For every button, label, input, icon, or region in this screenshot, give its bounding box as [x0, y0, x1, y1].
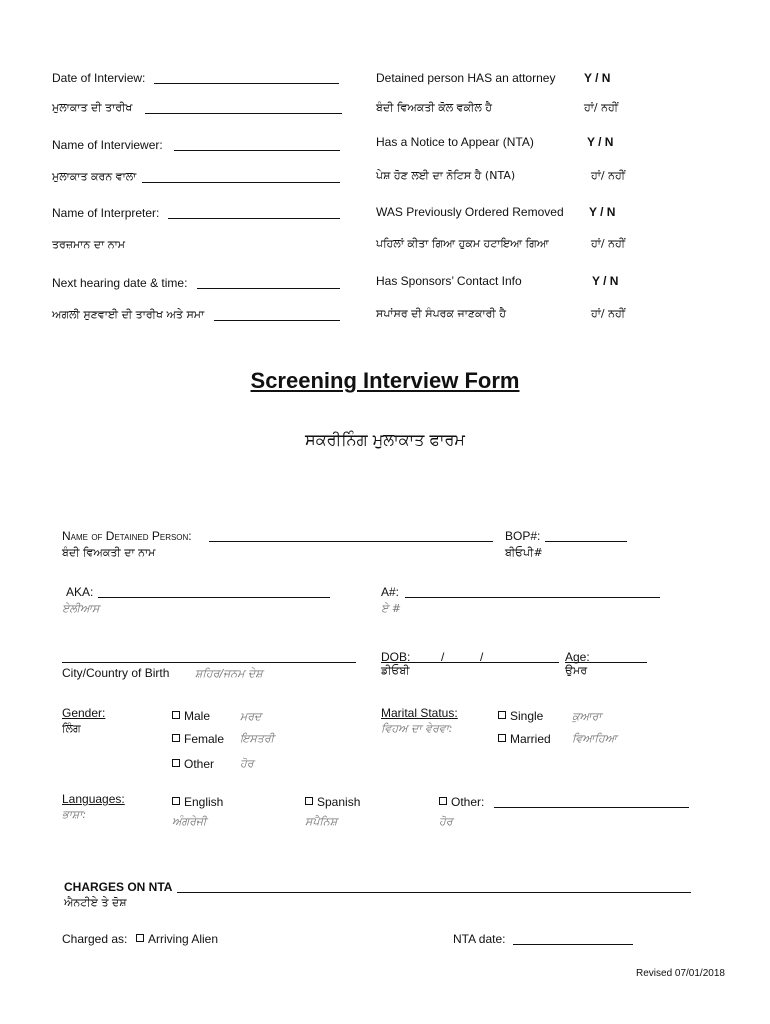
next-hearing-label: Next hearing date & time: — [52, 276, 188, 290]
sponsors-yes-no[interactable]: Y / N — [592, 274, 619, 288]
sponsors-question: Has Sponsors’ Contact Info — [376, 274, 522, 288]
date-of-interview-label-pa: ਮੁਲਾਕਾਤ ਦੀ ਤਾਰੀਖ — [52, 101, 133, 114]
sponsors-question-pa: ਸਪਾਂਸਰ ਦੀ ਸੰਪਰਕ ਜਾਣਕਾਰੀ ਹੈ — [376, 307, 507, 320]
aka-label: AKA: — [66, 585, 94, 599]
marital-status-label: Marital Status: — [381, 706, 458, 720]
male-label-pa: ਮਰਦ — [240, 710, 262, 723]
date-of-interview-field[interactable] — [154, 83, 339, 84]
spanish-checkbox[interactable] — [305, 797, 313, 805]
bop-label: BOP#: — [505, 529, 541, 543]
marital-single-option[interactable] — [498, 709, 543, 723]
name-of-interviewer-label-pa: ਮੁਲਾਕਾਤ ਕਰਨ ਵਾਲਾ — [52, 170, 137, 183]
detained-name-label: Name of Detained Person: — [62, 529, 192, 543]
attorney-yes-no[interactable]: Y / N — [584, 71, 611, 85]
name-of-interpreter-field[interactable] — [168, 218, 340, 219]
male-checkbox[interactable] — [172, 711, 180, 719]
a-number-label-pa: ਏ # — [381, 602, 402, 615]
english-label: English — [184, 795, 224, 809]
english-label-pa: ਅੰਗਰੇਜੀ — [172, 815, 207, 828]
gender-label: Gender: — [62, 706, 106, 720]
female-label: Female — [184, 732, 225, 746]
city-of-birth-field[interactable] — [62, 662, 356, 663]
spanish-label-pa: ਸਪੈਨਿਸ਼ — [305, 815, 338, 828]
a-number-label: A#: — [381, 585, 400, 599]
nta-yes-no[interactable]: Y / N — [587, 135, 614, 149]
spanish-label: Spanish — [317, 795, 361, 809]
city-of-birth-label-pa: ਸ਼ਹਿਰ/ਜਨਮ ਦੇਸ਼ — [195, 667, 263, 680]
arriving-alien-option[interactable] — [136, 932, 218, 946]
gender-label-pa: ਲਿੰਗ — [62, 722, 81, 735]
other-language-checkbox[interactable] — [439, 797, 447, 805]
next-hearing-field[interactable] — [197, 288, 340, 289]
nta-question: Has a Notice to Appear (NTA) — [376, 135, 534, 149]
languages-label-pa: ਭਾਸ਼ਾ: — [62, 808, 87, 821]
next-hearing-label-pa: ਅਗਲੀ ਸੁਣਵਾਈ ਦੀ ਤਾਰੀਖ ਅਤੇ ਸਮਾ — [52, 308, 205, 321]
a-number-field[interactable] — [405, 597, 660, 598]
single-checkbox[interactable] — [498, 711, 506, 719]
removed-yes-no[interactable]: Y / N — [589, 205, 616, 219]
name-of-interviewer-label: Name of Interviewer: — [52, 138, 163, 152]
male-label: Male — [184, 709, 211, 723]
date-of-interview-label: Date of Interview: — [52, 71, 146, 85]
other-language-label: Other: — [451, 795, 485, 809]
name-of-interviewer-pa-field[interactable] — [142, 182, 340, 183]
age-label: Age: — [565, 650, 590, 664]
charges-field[interactable] — [177, 892, 691, 893]
aka-field[interactable] — [98, 597, 330, 598]
removed-question: WAS Previously Ordered Removed — [376, 205, 564, 219]
charges-label-pa: ਐਨਟੀਏ ਤੇ ਦੋਸ਼ — [64, 896, 127, 909]
aka-label-pa: ਏਲੀਆਸ — [62, 602, 100, 615]
dob-label-pa: ਡੀਓਬੀ — [381, 664, 410, 677]
attorney-yes-no-pa[interactable]: ਹਾਂ/ ਨਹੀਂ — [584, 101, 619, 114]
removed-yes-no-pa[interactable]: ਹਾਂ/ ਨਹੀਂ — [591, 237, 626, 250]
name-of-interviewer-field[interactable] — [174, 150, 340, 151]
other-gender-checkbox[interactable] — [172, 759, 180, 767]
sponsors-yes-no-pa[interactable]: ਹਾਂ/ ਨਹੀਂ — [591, 307, 626, 320]
other-gender-label-pa: ਹੋਰ — [240, 757, 254, 770]
removed-question-pa: ਪਹਿਲਾਂ ਕੀਤਾ ਗਿਆ ਹੁਕਮ ਹਟਾਇਆ ਗਿਆ — [376, 237, 549, 250]
date-of-interview-pa-field[interactable] — [145, 113, 342, 114]
gender-female-option[interactable] — [172, 732, 224, 746]
revised-date: Revised 07/01/2018 — [636, 968, 725, 979]
dob-label: DOB: — [381, 650, 411, 664]
dob-separator-1: / — [441, 650, 445, 664]
nta-date-field[interactable] — [513, 944, 633, 945]
language-other-option[interactable] — [439, 795, 484, 809]
marital-status-label-pa: ਵਿਹਅ ਦਾ ਵੇਰਵਾ: — [381, 722, 453, 735]
city-of-birth-label: City/Country of Birth — [62, 666, 170, 680]
name-of-interpreter-label: Name of Interpreter: — [52, 206, 160, 220]
language-english-option[interactable] — [172, 795, 223, 809]
other-language-label-pa: ਹੋਰ — [439, 815, 453, 828]
bop-field[interactable] — [545, 541, 627, 542]
gender-male-option[interactable] — [172, 709, 210, 723]
female-label-pa: ਇਸਤਰੀ — [240, 732, 275, 745]
form-subtitle-pa: ਸਕਰੀਨਿੰਗ ਮੁਲਾਕਾਤ ਫਾਰਮ — [305, 430, 465, 449]
other-language-field[interactable] — [494, 807, 689, 808]
attorney-question-pa: ਬੰਦੀ ਵਿਅਕਤੀ ਕੋਲ ਵਕੀਲ ਹੈ — [376, 101, 493, 114]
arriving-alien-label: Arriving Alien — [148, 932, 219, 946]
married-label-pa: ਵਿਆਹਿਆ — [572, 732, 617, 745]
detained-name-label-pa: ਬੰਦੀ ਵਿਅਕਤੀ ਦਾ ਨਾਮ — [62, 546, 156, 559]
languages-label: Languages: — [62, 792, 125, 806]
nta-date-label: NTA date: — [453, 932, 506, 946]
female-checkbox[interactable] — [172, 734, 180, 742]
english-checkbox[interactable] — [172, 797, 180, 805]
age-field[interactable] — [565, 662, 647, 663]
nta-yes-no-pa[interactable]: ਹਾਂ/ ਨਹੀਂ — [591, 169, 626, 182]
gender-other-option[interactable] — [172, 757, 214, 771]
age-label-pa: ਉਮਰ — [565, 664, 588, 677]
dob-separator-2: / — [480, 650, 484, 664]
other-gender-label: Other — [184, 757, 215, 771]
charges-label: CHARGES ON NTA — [64, 880, 173, 894]
single-label: Single — [510, 709, 544, 723]
single-label-pa: ਕੁਆਰਾ — [572, 710, 602, 723]
attorney-question: Detained person HAS an attorney — [376, 71, 556, 85]
married-checkbox[interactable] — [498, 734, 506, 742]
charged-as-label: Charged as: — [62, 932, 128, 946]
bop-label-pa: ਬੀਓਪੀ# — [505, 546, 543, 559]
form-title: Screening Interview Form — [250, 368, 520, 393]
name-of-interpreter-label-pa: ਤਰਜ਼ਮਾਨ ਦਾ ਨਾਮ — [52, 238, 125, 251]
marital-married-option[interactable] — [498, 732, 551, 746]
next-hearing-pa-field[interactable] — [214, 320, 340, 321]
detained-name-field[interactable] — [209, 541, 493, 542]
nta-question-pa: ਪੇਸ਼ ਹੋਣ ਲਈ ਦਾ ਨੋਟਿਸ ਹੈ (NTA) — [376, 169, 516, 182]
arriving-alien-checkbox[interactable] — [136, 934, 144, 942]
language-spanish-option[interactable] — [305, 795, 360, 809]
married-label: Married — [510, 732, 551, 746]
dob-field[interactable] — [381, 662, 559, 663]
